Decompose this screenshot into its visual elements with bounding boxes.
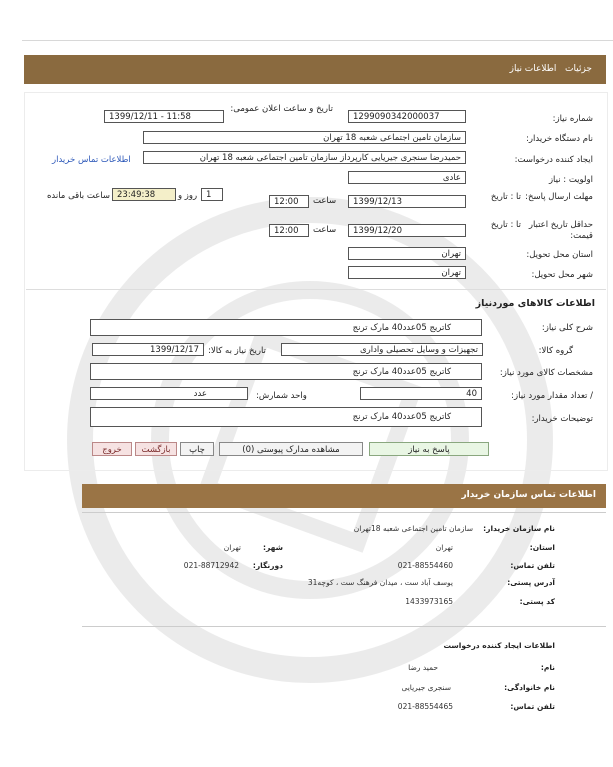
contact-address-value: یوسف آباد ست ، میدان فرهنگ ست ، کوچه31: [307, 578, 453, 587]
province-field: تهران: [348, 247, 466, 260]
creator-phone-value: 021-88554465: [397, 702, 453, 711]
buyer-contact-title: اطلاعات تماس سازمان خریدار: [461, 490, 596, 500]
price-validity-label: حداقل تاریخ اعتبار قیمت:: [528, 220, 593, 241]
section-divider: [26, 289, 606, 290]
creator-label: ایجاد کننده درخواست:: [514, 155, 593, 165]
contact-org-label: نام سازمان خریدار:: [483, 524, 555, 533]
need-number-field: 1299090342000037: [348, 110, 466, 123]
spec-label: مشخصات کالای مورد نیاز:: [499, 368, 593, 378]
creator-last-name-value: سنجری جیریایی: [401, 683, 451, 692]
contact-address-label: آدرس پستی:: [507, 578, 555, 587]
contact-province-label: استان:: [529, 543, 555, 552]
page-header: [24, 55, 606, 84]
breadcrumb-need-info[interactable]: اطلاعات نیاز: [509, 64, 557, 74]
validity-date-field: 1399/12/20: [348, 224, 466, 237]
need-date-field: 1399/12/17: [92, 343, 204, 356]
deadline-time-field: 12:00: [269, 195, 309, 208]
buyer-org-field: سازمان تامین اجتماعی شعبه 18 تهران: [143, 131, 466, 144]
print-button[interactable]: چاپ: [180, 442, 214, 456]
city-field: تهران: [348, 266, 466, 279]
contact-phone-value: 021-88554460: [397, 561, 453, 570]
top-divider: [22, 40, 613, 41]
spec-field: کاتریج 05عدد40 مارک ترنج: [90, 363, 482, 380]
city-label: شهر محل تحویل:: [531, 270, 593, 280]
back-button[interactable]: بازگشت: [135, 442, 177, 456]
buyer-contact-link[interactable]: اطلاعات تماس خریدار: [52, 155, 131, 165]
breadcrumb-details[interactable]: جزئیات: [565, 64, 592, 74]
deadline-label: مهلت ارسال پاسخ:: [525, 192, 593, 202]
need-date-label: تاریخ نیاز به کالا:: [208, 346, 266, 356]
contact-org-value: سازمان تامین اجتماعی شعبه 18تهران: [353, 524, 473, 533]
qty-label: / تعداد مقدار مورد نیاز:: [511, 391, 593, 401]
remaining-time-field: 23:49:38: [112, 188, 176, 201]
contact-fax-label: دورنگار:: [252, 561, 283, 570]
unit-label: واحد شمارش:: [256, 391, 307, 401]
goods-section-title: اطلاعات کالاهای موردنیاز: [475, 298, 595, 309]
creator-section-title: اطلاعات ایجاد کننده درخواست: [443, 641, 555, 650]
buyer-org-label: نام دستگاه خریدار:: [526, 134, 593, 144]
creator-last-name-label: نام خانوادگی:: [504, 683, 555, 692]
remaining-days-field: 1: [201, 188, 223, 201]
buyer-notes-field: کاتریج 05عدد40 مارک ترنج: [90, 407, 482, 427]
contact-divider-2: [82, 626, 606, 627]
validity-to-date-label: تا : تاریخ: [490, 220, 521, 230]
goods-group-label: گروه کالا:: [538, 346, 573, 356]
buyer-contact-bar: [82, 484, 606, 508]
contact-fax-value: 021-88712942: [183, 561, 239, 570]
province-label: استان محل تحویل:: [526, 250, 593, 260]
contact-phone-label: تلفن تماس:: [510, 561, 555, 570]
view-attachments-button[interactable]: مشاهده مدارک پیوستی (0): [219, 442, 363, 456]
contact-divider: [82, 512, 606, 513]
creator-first-name-label: نام:: [540, 663, 555, 672]
contact-postal-value: 1433973165: [405, 597, 453, 606]
breadcrumb: [510, 64, 592, 74]
goods-group-field: تجهیزات و وسایل تحصیلی واداری: [281, 343, 483, 356]
general-desc-field: کاتریج 05عدد40 مارک ترنج: [90, 319, 482, 336]
contact-city-value: تهران: [223, 543, 241, 552]
creator-field: حمیدرضا سنجری جیریایی کارپرداز سازمان تامین اجتماعی شعبه 18 تهران: [143, 151, 466, 164]
unit-field: عدد: [90, 387, 248, 400]
buyer-notes-label: توضیحات خریدار:: [531, 414, 593, 424]
remaining-hours-label: ساعت باقی مانده: [46, 191, 110, 201]
contact-province-value: تهران: [435, 543, 453, 552]
contact-postal-label: کد پستی:: [519, 597, 555, 606]
day-and-label: روز و: [178, 191, 198, 201]
deadline-to-date-label: تا : تاریخ: [490, 192, 521, 202]
announce-date-label: تاریخ و ساعت اعلان عمومی:: [230, 104, 333, 114]
validity-time-field: 12:00: [269, 224, 309, 237]
priority-label: اولویت : نیاز: [548, 175, 593, 185]
deadline-date-field: 1399/12/13: [348, 195, 466, 208]
general-desc-label: شرح کلی نیاز:: [541, 323, 593, 333]
contact-city-label: شهر:: [263, 543, 283, 552]
priority-field: عادی: [348, 171, 466, 184]
need-number-label: شماره نیاز:: [552, 114, 593, 124]
deadline-time-label: ساعت: [313, 196, 337, 206]
creator-first-name-value: حمید رضا: [408, 663, 438, 672]
reply-button[interactable]: پاسخ به نیاز: [369, 442, 489, 456]
announce-date-field: 1399/12/11 - 11:58: [104, 110, 224, 123]
exit-button[interactable]: خروج: [92, 442, 132, 456]
validity-time-label: ساعت: [313, 225, 337, 235]
qty-field: 40: [360, 387, 482, 400]
creator-phone-label: تلفن تماس:: [510, 702, 555, 711]
